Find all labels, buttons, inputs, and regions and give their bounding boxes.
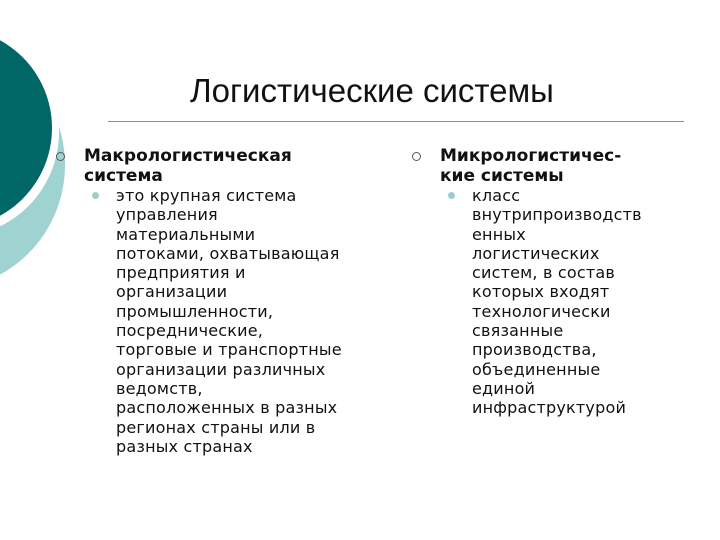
micro-subitem bbox=[412, 186, 702, 418]
macro-description: это крупная система управления материальными потоками, охватывающая предприятия и организации промышленности, посреднические, торговые и транспортные организации различных ведомств, расположенных в разных регионах страны или в разных странах bbox=[116, 186, 342, 456]
macro-column bbox=[56, 146, 396, 456]
title-divider bbox=[108, 121, 684, 122]
micro-description: класс внутрипроизводств енных логистических систем, в состав которых входят технологически связанные производства, объединенные единой инфраструктурой bbox=[472, 186, 642, 418]
macro-heading-item bbox=[56, 146, 396, 186]
slide-title: Логистические системы bbox=[190, 72, 554, 109]
ring-bullet-icon bbox=[412, 152, 421, 161]
micro-heading: Микрологистичес- кие системы bbox=[440, 146, 622, 186]
dot-bullet-icon bbox=[448, 192, 455, 199]
macro-heading: Макрологистическая система bbox=[84, 146, 292, 186]
macro-subitem bbox=[56, 186, 396, 456]
dot-bullet-icon bbox=[92, 192, 99, 199]
ring-bullet-icon bbox=[56, 152, 65, 161]
micro-column bbox=[412, 146, 702, 418]
micro-heading-item bbox=[412, 146, 702, 186]
